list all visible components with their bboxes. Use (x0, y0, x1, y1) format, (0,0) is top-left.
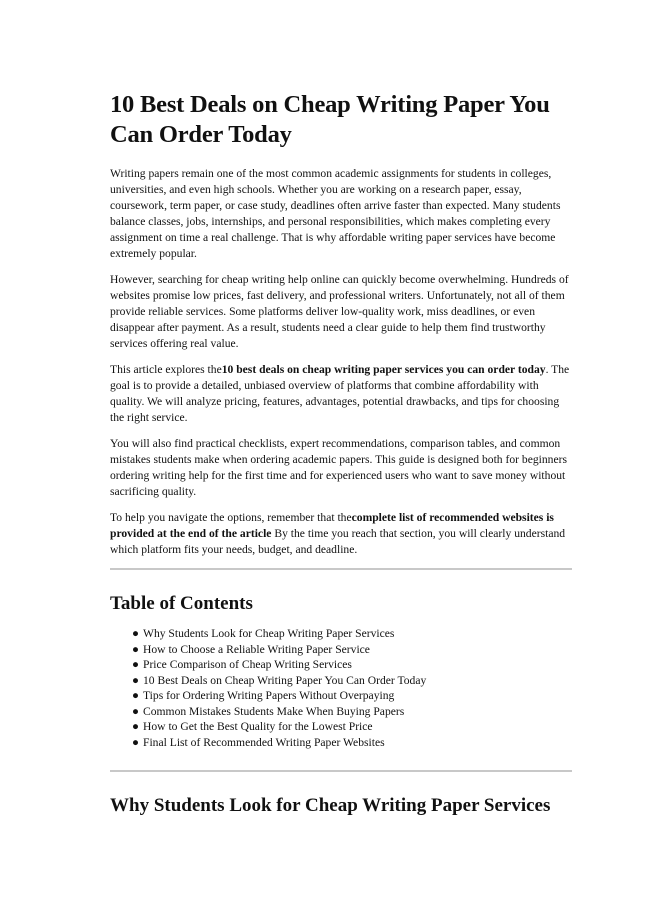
bullet-icon: ● (132, 689, 140, 702)
paragraph-5-text-end: By the time you reach that section, you will clearly understand which platform fits your needs, budget, and deadline. (110, 527, 566, 556)
paragraph-3-bold-text: 10 best deals on cheap writing paper services you can order today (221, 363, 546, 376)
page-title: 10 Best Deals on Cheap Writing Paper You Can Order Today (110, 91, 550, 148)
intro-section (110, 166, 572, 558)
toc-item-label: How to Choose a Reliable Writing Paper Service (143, 642, 370, 656)
toc-item-why-students[interactable] (132, 626, 572, 642)
section-heading: Why Students Look for Cheap Writing Paper Services (110, 795, 551, 816)
section-divider-2 (110, 770, 572, 772)
toc-item-label: Tips for Ordering Writing Papers Without Overpaying (143, 689, 395, 702)
intro-paragraph-4: You will also find practical checklists, expert recommendations, comparison tables, and common mistakes students make when ordering academic papers. This guide is designed both for beginners ordering writing help for the first time and for experienced users who want to save money without sacrificing quality. (110, 437, 567, 498)
toc-item-price-comparison[interactable] (132, 657, 572, 673)
section-divider-1 (110, 568, 572, 570)
toc-item-label: 10 Best Deals on Cheap Writing Paper You Can Order Today (143, 673, 427, 687)
paragraph-3-text-start: This article explores the (110, 363, 222, 376)
intro-paragraph-2: However, searching for cheap writing help online can quickly become overwhelming. Hundreds of websites promise low prices, fast delivery, and professional writers. Unfortunately, not all of them provide reliable services. Some platforms deliver low-quality work, miss deadlines, or even disappear after payment. As a result, students need a clear guide to help them find trustworthy services offering real value. (110, 273, 569, 350)
intro-paragraph-1: Writing papers remain one of the most common academic assignments for students in colleges, universities, and even high schools. Whether you are working on a research paper, essay, coursework, term paper, or case study, deadlines often arrive faster than expected. Many students balance classes, jobs, internships, and personal responsibilities, which makes completing every assignment on time a real challenge. That is why affordable writing paper services have become extremely popular. (110, 167, 561, 260)
bullet-icon: ● (132, 627, 140, 640)
toc-item-label: Final List of Recommended Writing Paper Websites (143, 735, 385, 749)
bullet-icon: ● (132, 735, 140, 749)
toc-item-label: How to Get the Best Quality for the Lowest Price (143, 720, 373, 733)
bullet-icon: ● (132, 720, 140, 733)
toc-item-best-quality[interactable] (132, 719, 572, 735)
toc-item-common-mistakes[interactable] (132, 704, 572, 720)
paragraph-5-bold-text: complete list of recommended websites is provided at the end of the article (110, 511, 554, 540)
toc-item-tips[interactable] (132, 688, 572, 704)
bullet-icon: ● (132, 658, 140, 671)
toc-item-label: Price Comparison of Cheap Writing Services (143, 658, 352, 671)
toc-item-best-deals[interactable] (132, 673, 572, 689)
toc-heading: Table of Contents (110, 593, 253, 614)
bullet-icon: ● (132, 642, 140, 656)
toc-item-label: Common Mistakes Students Make When Buying Papers (143, 704, 405, 718)
intro-paragraph-5 (110, 510, 572, 558)
toc-item-how-to-choose[interactable] (132, 642, 572, 658)
paragraph-3-text-end: . The goal is to provide a detailed, unbiased overview of platforms that combine affordability with quality. We will analyze pricing, features, advantages, potential drawbacks, and tips for choosing the right service. (110, 363, 570, 424)
toc-list (110, 626, 572, 750)
paragraph-5-text-start: To help you navigate the options, remember that the (110, 511, 352, 524)
bullet-icon: ● (132, 673, 140, 687)
document-page (110, 90, 572, 818)
toc-item-final-list[interactable] (132, 735, 572, 751)
bullet-icon: ● (132, 704, 140, 718)
toc-item-label: Why Students Look for Cheap Writing Paper Services (143, 627, 395, 640)
intro-paragraph-3 (110, 362, 572, 426)
